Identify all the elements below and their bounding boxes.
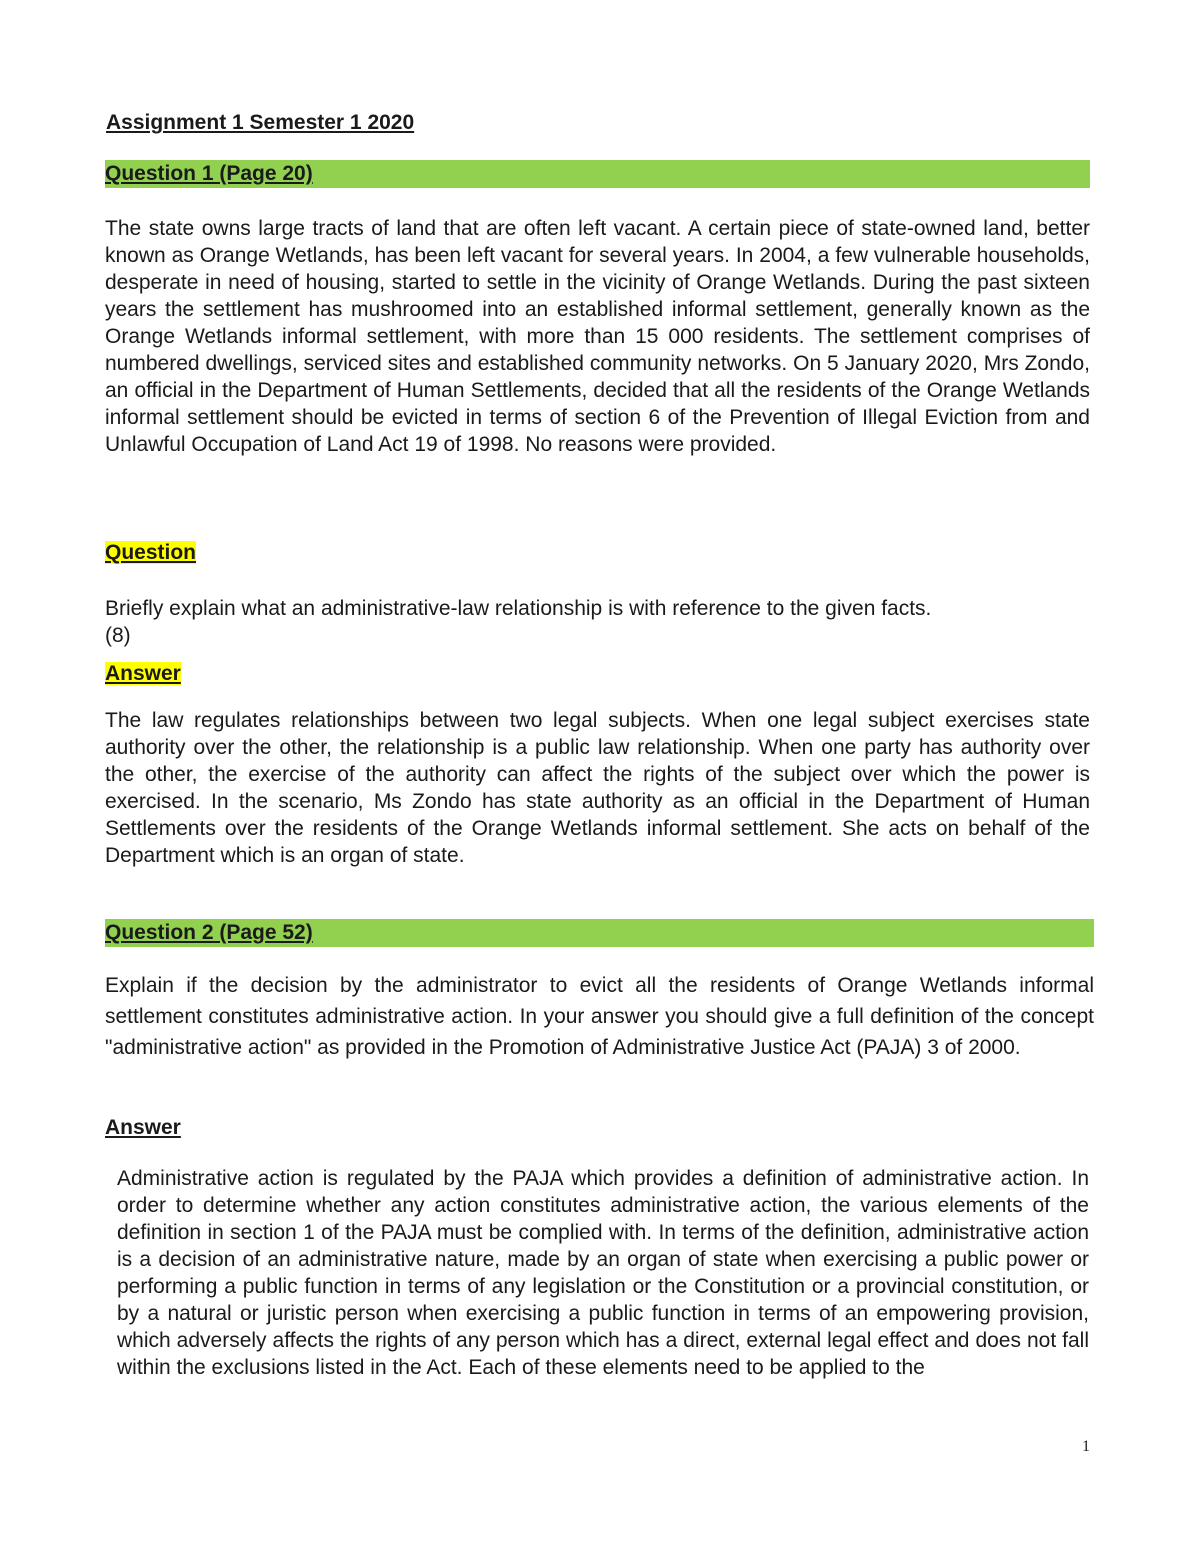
question-1-question-label: Question xyxy=(105,541,197,564)
question-1-answer-label-wrap xyxy=(105,660,181,688)
document-title: Assignment 1 Semester 1 2020 xyxy=(106,111,415,134)
question-1-question-text: Briefly explain what an administrative-law relationship is with reference to the given facts. xyxy=(105,597,932,620)
question-1-facts: The state owns large tracts of land that are often left vacant. A certain piece of state-owned land, better known as Orange Wetlands, has been left vacant for several years. In 2004, a few vulnerable households, desperate in need of housing, started to settle in the vicinity of Orange Wetlands. During the past sixteen years the settlement has mushroomed into an established informal settlement, generally known as the Orange Wetlands informal settlement, with more than 15 000 residents. The settlement comprises of numbered dwellings, serviced sites and established community networks. On 5 January 2020, Mrs Zondo, an official in the Department of Human Settlements, decided that all the residents of the Orange Wetlands informal settlement should be evicted in terms of section 6 of the Prevention of Illegal Eviction from and Unlawful Occupation of Land Act 19 of 1998. No reasons were provided. xyxy=(105,217,1090,456)
question-2-heading-band xyxy=(105,919,1094,947)
question-2-heading: Question 2 (Page 52) xyxy=(105,921,313,944)
question-1-marks: (8) xyxy=(105,624,131,647)
question-2-answer-text: Administrative action is regulated by the PAJA which provides a definition of administrative action. In order to determine whether any action constitutes administrative action, the various elements of the definition in section 1 of the PAJA must be complied with. In terms of the definition, administrative action is a decision of an administrative nature, made by an organ of state when exercising a public power or performing a public function in terms of any legislation or the Constitution or a provincial constitution, or by a natural or juristic person when exercising a public function in terms of an empowering provision, which adversely affects the rights of any person which has a direct, external legal effect and does not fall within the exclusions listed in the Act. Each of these elements need to be applied to the xyxy=(117,1167,1089,1379)
question-1-answer-label: Answer xyxy=(105,662,181,685)
question-1-heading-band xyxy=(105,160,1090,188)
question-1-question-label-wrap xyxy=(105,539,196,567)
question-2-question-text: Explain if the decision by the administrator to evict all the residents of Orange Wetlands informal settlement constitutes administrative action. In your answer you should give a full definition of the concept "administrative action" as provided in the Promotion of Administrative Justice Act (PAJA) 3 of 2000. xyxy=(105,974,1094,1059)
question-2-answer-label: Answer xyxy=(105,1116,181,1139)
question-1-answer-text: The law regulates relationships between two legal subjects. When one legal subject exercises state authority over the other, the relationship is a public law relationship. When one party has authority over the other, the exercise of the authority can affect the rights of the subject over which the power is exercised. In the scenario, Ms Zondo has state authority as an official in the Department of Human Settlements over the residents of the Orange Wetlands informal settlement. She acts on behalf of the Department which is an organ of state. xyxy=(105,709,1090,867)
page-number: 1 xyxy=(1082,1438,1090,1455)
question-1-heading: Question 1 (Page 20) xyxy=(105,162,313,185)
